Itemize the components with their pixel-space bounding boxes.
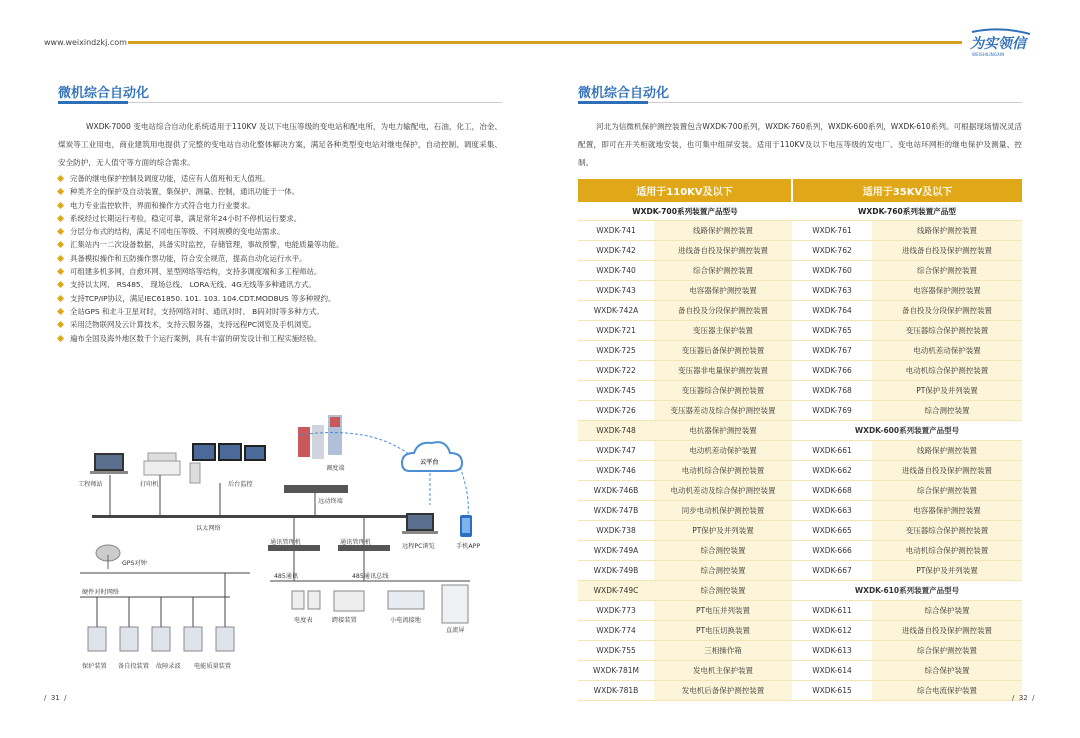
model-cell: WXDK-612 [792,621,872,641]
table-row [578,601,1022,621]
table-row [578,441,1022,461]
model-cell: WXDK-766 [792,361,872,381]
model-cell: WXDK-667 [792,561,872,581]
desc-cell: 进线备自投及保护测控装置 [872,621,1022,641]
feature-item: 种类齐全的保护及自动装置，集保护、测量、控制，通讯功能于一体。 [58,185,502,198]
ethernet-bus [92,515,422,518]
model-cell: WXDK-662 [792,461,872,481]
desc-cell: 变压器后备保护测控装置 [654,341,792,361]
table-row [578,661,1022,681]
remote-pc-icon [402,513,438,534]
desc-cell: 发电机主保护装置 [654,661,792,681]
model-cell: WXDK-726 [578,401,654,421]
model-cell: WXDK-749B [578,561,654,581]
desc-cell: 综合测控装置 [654,581,792,601]
header-rule [128,41,962,44]
label-hard-time-net: 硬件对时网络 [82,589,120,596]
model-cell: WXDK-741 [578,221,654,241]
model-cell: WXDK-767 [792,341,872,361]
model-cell: WXDK-738 [578,521,654,541]
label-engineer: 工程师站 [78,481,103,488]
model-cell: WXDK-769 [792,401,872,421]
desc-cell: 电动机综合保护测控装置 [872,361,1022,381]
diamond-bullet-icon [57,215,64,222]
small-current-device-icon [388,591,424,609]
table-row [578,361,1022,381]
table-row [578,521,1022,541]
label-backend: 后台监控 [228,481,253,488]
desc-cell: 电抗器保护测控装置 [654,421,792,441]
printer-icon [144,453,180,475]
label-printer: 打印机 [140,481,159,488]
feature-item: 电力专业监控软件，界面和操作方式符合电力行业要求。 [58,199,502,212]
model-cell: WXDK-745 [578,381,654,401]
table-sub-700: WXDK-700系列装置产品型号 [578,202,792,221]
label-dc-panel: 直流屏 [446,627,465,634]
model-cell: WXDK-748 [578,421,654,441]
desc-cell: 同步电动机保护测控装置 [654,501,792,521]
feature-item: 分层分布式的结构，满足不同电压等级、不同规模的变电站需求。 [58,225,502,238]
desc-cell: 电容器保护测控装置 [872,501,1022,521]
label-dispatch: 调度端 [326,465,345,472]
model-cell: WXDK-663 [792,501,872,521]
table-row [578,421,1022,441]
feature-list [58,172,502,345]
desc-cell: 变压器非电量保护测控装置 [654,361,792,381]
table-row [578,381,1022,401]
table-row [578,561,1022,581]
desc-cell: PT保护及并列装置 [872,381,1022,401]
label-power-quality: 电能质量装置 [194,663,232,670]
logo-subtext: WEISHILINGXIN [972,52,1005,57]
desc-cell: 进线备自投及保护测控装置 [872,241,1022,261]
model-cell: WXDK-761 [792,221,872,241]
model-cell: WXDK-774 [578,621,654,641]
label-comm-manager-2: 通讯管理机 [340,539,371,546]
series-subheader: WXDK-610系列装置产品型号 [792,581,1022,601]
desc-cell: 变压器综合保护测控装置 [872,521,1022,541]
table-row [578,481,1022,501]
desc-cell: 综合测控装置 [654,561,792,581]
brand-logo [966,28,1036,62]
desc-cell: 线路保护测控装置 [654,221,792,241]
diamond-bullet-icon [57,188,64,195]
model-cell: WXDK-773 [578,601,654,621]
model-cell: WXDK-765 [792,321,872,341]
desc-cell: 综合测控装置 [872,401,1022,421]
table-row [578,301,1022,321]
table-head-35kv: 适用于35KV及以下 [792,179,1022,202]
website-url: www.weixindzkj.com [44,38,127,47]
model-cell: WXDK-755 [578,641,654,661]
model-cell: WXDK-768 [792,381,872,401]
series-subheader: WXDK-600系列装置产品型号 [792,421,1022,441]
model-cell: WXDK-749C [578,581,654,601]
diamond-bullet-icon [57,255,64,262]
model-cell: WXDK-749A [578,541,654,561]
desc-cell: 变压器综合保护测控装置 [872,321,1022,341]
right-intro-paragraph: 河北为信微机保护测控装置包含WXDK-700系列，WXDK-760系列，WXDK-600系列，WXDK-610系列。可根据现场情况灵活配置，即可在开关柜就地安装，也可集中组屏安装。适用于110KV及以下电压等级的发电厂、变电站环网柜的继电保护及测量、控制。 [578,122,1022,167]
diamond-bullet-icon [57,321,64,328]
label-485: 485通讯 [274,573,299,580]
label-fault-recorder: 故障录波 [156,663,181,670]
desc-cell: 线路保护测控装置 [872,221,1022,241]
table-row [578,581,1022,601]
table-row [578,621,1022,641]
diamond-bullet-icon [57,228,64,235]
model-cell: WXDK-665 [792,521,872,541]
feature-item: 汇集站内一二次设备数据，具备实时监控，存储管理，事故预警，电能质量等功能。 [58,238,502,251]
desc-cell: 三相操作箱 [654,641,792,661]
diamond-bullet-icon [57,268,64,275]
desc-cell: 综合保护装置 [872,601,1022,621]
right-page-number: / 32 / [1012,694,1035,702]
label-cloud: 云平台 [420,459,439,466]
model-cell: WXDK-722 [578,361,654,381]
feature-item: 全站GPS 和北斗卫星对时，支持网络对时、通讯对时、 B码对时等多种方式。 [58,305,502,318]
label-ethernet: 以太网络 [196,525,221,532]
model-cell: WXDK-614 [792,661,872,681]
model-cell: WXDK-746B [578,481,654,501]
feature-item: 支持以太网、 RS485、 现场总线、 LORA无线、4G无线等多种通讯方式。 [58,278,502,291]
model-cell: WXDK-611 [792,601,872,621]
table-row [578,221,1022,241]
desc-cell: 线路保护测控装置 [872,441,1022,461]
desc-cell: 综合保护测控装置 [872,641,1022,661]
table-row [578,281,1022,301]
desc-cell: 电动机差动保护装置 [654,441,792,461]
logo-mark-icon [966,28,1036,58]
diamond-bullet-icon [57,335,64,342]
model-cell: WXDK-666 [792,541,872,561]
monitor-icons [190,443,266,483]
diamond-bullet-icon [57,295,64,302]
model-cell: WXDK-615 [792,681,872,701]
model-cell: WXDK-781M [578,661,654,681]
feature-item: 可组建多机多网、自愈环网、星型网络等结构，支持多调度端和多工程师站。 [58,265,502,278]
desc-cell: 发电机后备保护测控装置 [654,681,792,701]
feature-item: 系统经过长期运行考验，稳定可靠，满足常年24小时不停机运行要求。 [58,212,502,225]
gps-dish-icon [96,545,120,569]
right-title-rule [578,102,1022,103]
desc-cell: 变压器综合保护测控装置 [654,381,792,401]
model-cell: WXDK-668 [792,481,872,501]
left-intro-paragraph: WXDK-7000 变电站综合自动化系统适用于110KV 及以下电压等级的变电站和配电所，为电力输配电，石油，化工，冶金、煤炭等工业用电，商业建筑用电提供了完整的变电站自动化整体解决方案，满足各种类型变电站对继电保护，自动控制、调度采集、安全防护，无人值守等方面的综合需求。 [58,122,503,167]
left-page-number: / 31 / [44,694,67,702]
server-cabinet-icons [298,415,342,459]
table-row [578,261,1022,281]
desc-cell: 电动机差动及综合保护测控装置 [654,481,792,501]
diamond-bullet-icon [57,202,64,209]
label-mobile-app: 手机APP [456,543,481,550]
label-small-current: 小电流接地 [390,617,421,624]
left-section-title: 微机综合自动化 [58,86,150,101]
label-comm-manager-1: 通讯管理机 [270,539,301,546]
desc-cell: PT电压并列装置 [654,601,792,621]
desc-cell: PT保护及并列装置 [872,561,1022,581]
logo-text: 为实领信 [970,36,1026,52]
feature-item: 完备的继电保护控制及调度功能，适应有人值班和无人值班。 [58,172,502,185]
transfer-device-icon [334,591,364,611]
model-cell: WXDK-725 [578,341,654,361]
table-row [578,541,1022,561]
label-remote-terminal: 远动终端 [318,498,343,505]
system-architecture-diagram [70,405,500,675]
electric-meter-icon [292,591,320,609]
table-row [578,461,1022,481]
label-remote-pc: 远程PC浏览 [402,543,435,550]
desc-cell: 综合保护装置 [872,661,1022,681]
desc-cell: 电容器保护测控装置 [654,281,792,301]
model-cell: WXDK-762 [792,241,872,261]
model-cell: WXDK-760 [792,261,872,281]
remote-terminal-icon [284,485,348,493]
laptop-icon [90,453,128,474]
label-meter: 电度表 [294,617,313,624]
model-cell: WXDK-613 [792,641,872,661]
model-cell: WXDK-747B [578,501,654,521]
dc-panel-icon [442,585,468,623]
model-cell: WXDK-742A [578,301,654,321]
table-sub-760: WXDK-760系列装置产品型 [792,202,1022,221]
diamond-bullet-icon [57,241,64,248]
model-cell: WXDK-781B [578,681,654,701]
desc-cell: 综合保护测控装置 [872,481,1022,501]
model-cell: WXDK-764 [792,301,872,321]
desc-cell: 备自投及分段保护测控装置 [872,301,1022,321]
desc-cell: 电动机综合保护测控装置 [654,461,792,481]
product-model-table [578,179,1022,701]
desc-cell: 电动机综合保护测控装置 [872,541,1022,561]
diamond-bullet-icon [57,308,64,315]
desc-cell: 备自投及分段保护测控装置 [654,301,792,321]
table-row [578,501,1022,521]
table-row [578,341,1022,361]
desc-cell: 进线备自投及保护测控装置 [654,241,792,261]
desc-cell: PT电压切换装置 [654,621,792,641]
desc-cell: 进线备自投及保护测控装置 [872,461,1022,481]
desc-cell: 电动机差动保护装置 [872,341,1022,361]
model-cell: WXDK-743 [578,281,654,301]
model-cell: WXDK-721 [578,321,654,341]
desc-cell: 综合测控装置 [654,541,792,561]
table-row [578,321,1022,341]
left-title-rule [58,102,502,103]
feature-item: 支持TCP/IP协议，满足IEC61850. 101. 103. 104.CDT.MODBUS 等多种规约。 [58,292,502,305]
model-cell: WXDK-763 [792,281,872,301]
model-cell: WXDK-661 [792,441,872,461]
protection-device-icons [88,627,234,651]
table-row [578,641,1022,661]
desc-cell: 变压器差动及综合保护测控装置 [654,401,792,421]
model-cell: WXDK-740 [578,261,654,281]
model-cell: WXDK-746 [578,461,654,481]
label-auto-transfer: 备自投装置 [118,663,149,670]
diamond-bullet-icon [57,175,64,182]
feature-item: 遍布全国及海外地区数千个运行案例，具有丰富的研发设计和工程实施经验。 [58,332,502,345]
table-row [578,681,1022,701]
desc-cell: 综合电流保护装置 [872,681,1022,701]
model-cell: WXDK-747 [578,441,654,461]
label-485-bus: 485通讯总线 [352,573,389,580]
desc-cell: 综合保护测控装置 [654,261,792,281]
mobile-phone-icon [460,515,472,537]
table-row [578,401,1022,421]
desc-cell: 变压器主保护装置 [654,321,792,341]
label-gps: GPS对钟 [122,560,147,567]
label-transfer: 跨接装置 [332,617,357,624]
right-section-title: 微机综合自动化 [578,86,670,101]
desc-cell: 电容器保护测控装置 [872,281,1022,301]
diamond-bullet-icon [57,281,64,288]
model-cell: WXDK-742 [578,241,654,261]
label-protection: 保护装置 [82,663,107,670]
feature-item: 具备模拟操作和五防操作票功能，符合安全规范，提高自动化运行水平。 [58,252,502,265]
desc-cell: 综合保护测控装置 [872,261,1022,281]
desc-cell: PT保护及并列装置 [654,521,792,541]
feature-item: 采用泛物联网及云计算技术，支持云服务器，支持远程PC浏览及手机浏览。 [58,318,502,331]
table-row [578,241,1022,261]
table-head-110kv: 适用于110KV及以下 [578,179,792,202]
